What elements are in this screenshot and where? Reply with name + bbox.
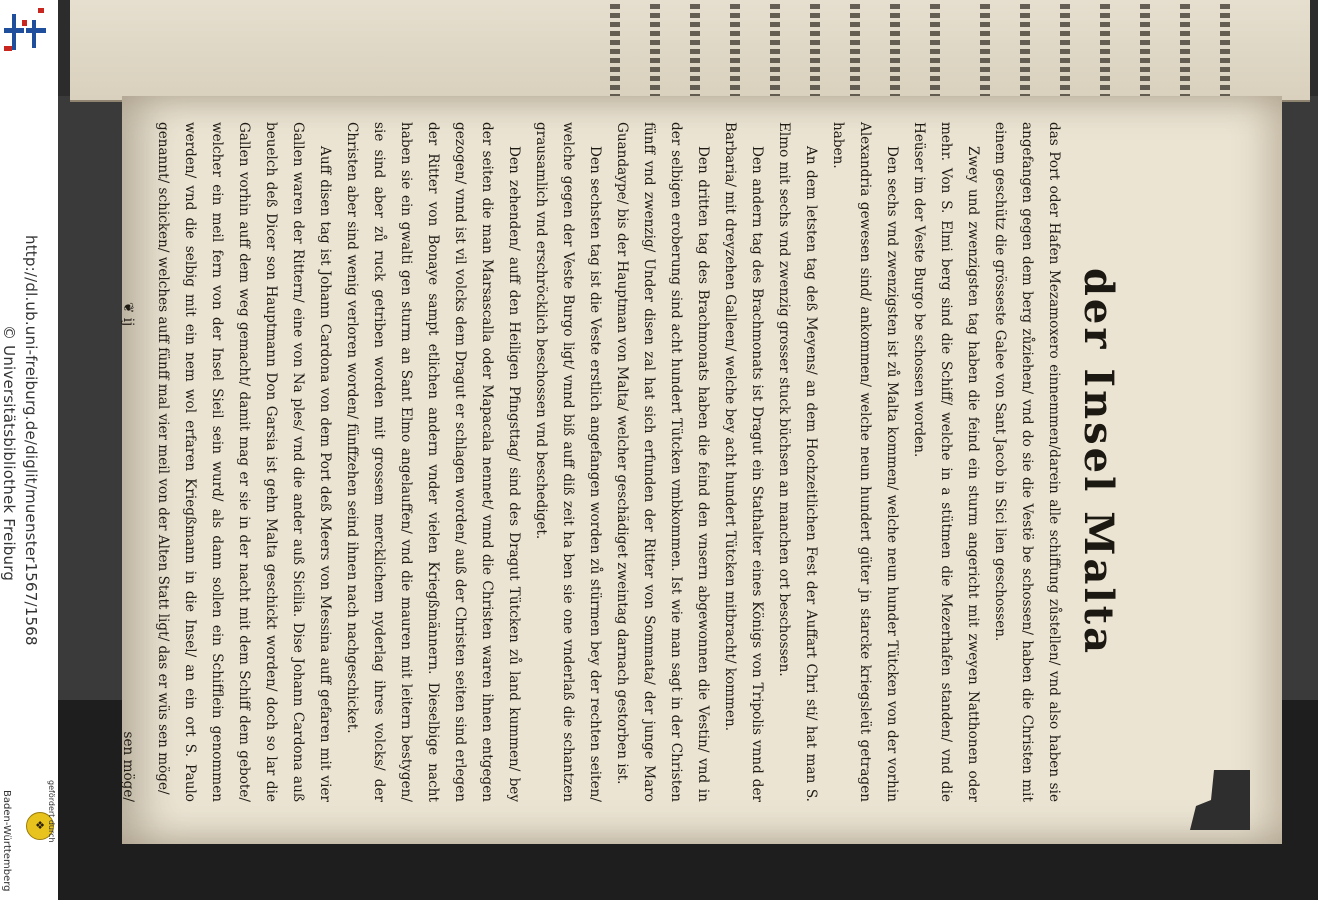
paragraph: Den andern tag des Brachmonats ist Dragut ein Stathalter eines Königs von Tripolis vnnd der Barbaria/ mit dreyzehen Galleen/ welche bey acht hundert Tütcken mitbracht/ kommen.: [722, 122, 765, 802]
paragraph: An dem letsten tag deß Meyens/ an dem Hochzeitlichen Fest der Auffart Chri sti/ hat man S. Elmo mit sechs vnd zwenzig grosser stuck büchsen an manchen ort beschossen.: [776, 122, 819, 802]
paragraph: Den sechsten tag ist die Veste erstlich angefangen worden zů stürmen bey der rechten seiten/ welche gegen der Veste Burgo ligt/ vnnd biß auff diß zeit ha ben sie one vnderlaß die schantzen grausamlich vnd erschröcklich beschossen vnd beschediget.: [533, 122, 603, 802]
paragraph: Den sechs vnd zwenzigsten ist zů Malta kommen/ welche neun hunder Tütcken von der vorhin Alexandria gewesen sind/ ankommen/ welche neun hundert güter jn starcke kriegsleüt getragen haben.: [830, 122, 900, 802]
library-logo-icon: [2, 6, 48, 56]
paragraph: Den zehenden/ auff den Heiligen Pfingsttag/ sind des Dragut Tütcken zů land kummen/ bey der seiten die man Marsascalla oder Mapacala nennet/ vnnd die Christen waren ihnen entgegen gezogen/ vnnd ist vil volcks dem Dragut er schlagen worden/ auß der Christen seiten sind erlegen der Ritter von Bonaye sampt etlichen andern vnder vielen Kriegßmännern. Dieselbige nacht haben sie ein gwalti gen sturm an Sant Elmo angelauffen/ vnd die mauren mit leitern bestygen/ sie sind aber zů ruck getriben worden mit grossem mercklichem nyderlag ihres volcks/ der Christen aber sind wenig verloren worden/ fünffzehen seind ihnen nach nachgeschicket.: [344, 122, 522, 802]
page-text-area: [120, 122, 1122, 802]
viewer-sidebar: [0, 0, 58, 900]
paragraph: Den dritten tag des Brachmonats haben die feind den vnsern abgewonnen die Vestin/ vnd in der selbigen eroberung sind acht hundert Tütcken vmbkommen. Ist wie man sagt in der Christen fünff vnd zwenzig/ Under disen zal hat sich erfunden der Ritter von Sommata/ der junge Maro Guandaype/ bis der Hauptman von Malta/ welcher geschädiget zweintag darnach gestorben ist.: [614, 122, 711, 802]
signature-mark: ❦ ij: [120, 302, 136, 327]
baden-wuerttemberg-seal-icon: ❖: [26, 812, 54, 840]
catchword: sen möge/: [120, 731, 136, 802]
paragraph: Auff disen tag ist Johann Cardona von dem Port deß Meers von Messina auff gefaren mit vier Gallen waren der Rittern/ eine von Na ples/ vnd die ander auß Sicilia. Dise Johann Cardona auß beuelch deß Dicer son Hauptmann Don Garsia ist gehn Malta geschickt worden/ doch so lar die Gallen vorhin auff dem weg gemacht/ damit mag er sie in der nacht mit dem Schiff dem gebote/ welcher ein meil fern von der Insel Sieil sein wurd/ als dann sollen ein Schifflein genommen werden/ vnd die selbig mit ein nem wol erfaren Kriegßmann in die Insel/ an ein ort S. Paulo genannt/ schicken/ welches auff fünff mal vier meil von der Alten Statt ligt/ das er wüs sen möge/: [155, 122, 333, 802]
sponsor-name: Baden-Württemberg: [1, 790, 12, 892]
copyright-notice: © Universitätsbibliothek Freiburg: [0, 325, 18, 582]
facing-page-edge: [70, 0, 1310, 102]
sponsor-label: gefördert durch: [47, 780, 56, 843]
permalink-url[interactable]: http://dl.ub.uni-freiburg.de/diglit/muenster1567/1568: [22, 235, 40, 646]
paragraph: Zwey und zwenzigsten tag haben die feind ein sturm angericht mit zweyen Natthonen oder mehr. Von S. Elmi berg sind die Schiff/ welche in a stütmen die Mezerhafen standen/ vnd die Heüser im der Veste Burgo be schossen worden.: [911, 122, 981, 802]
page-footer: [114, 122, 141, 802]
page-heading: der Insel Malta: [1075, 267, 1122, 657]
paragraph: das Port oder Hafen Mezamoxero einnemmen/darein alle schiffung zůstellen/ vnd also haben sie angefangen gegen dem berg zůziehen/ vnd do sie die Vestë be schossen/ haben die Christen mit einem geschütz die grösseste Galee von Sant Jacob in Sici lien geschossen.: [992, 122, 1062, 802]
